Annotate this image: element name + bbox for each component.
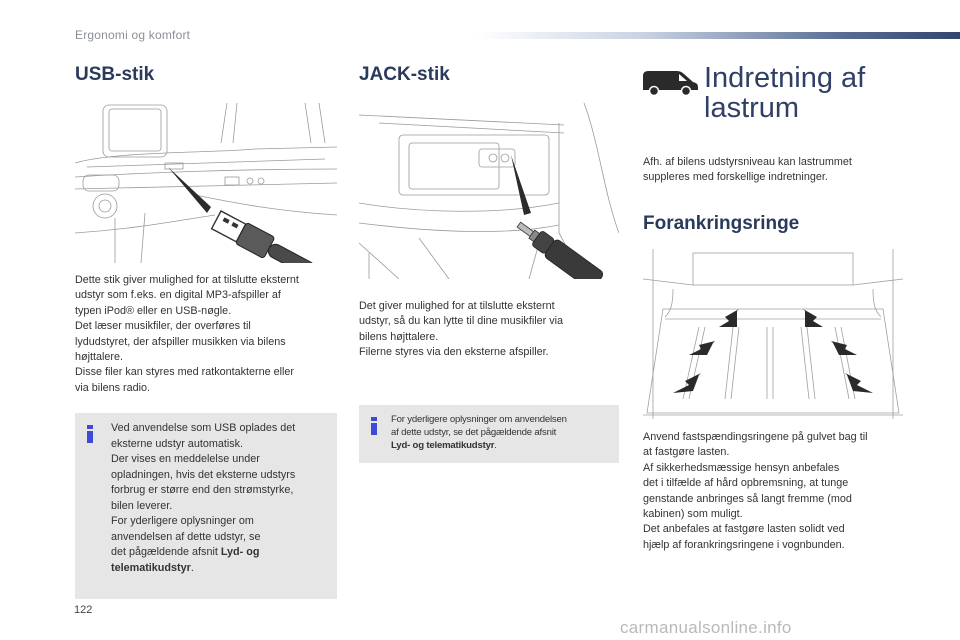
header-bar xyxy=(475,32,960,39)
usb-info-line: eksterne udstyr automatisk. xyxy=(111,437,244,450)
cargo-body-line: kabinen) som muligt. xyxy=(643,508,743,521)
header-section-title: Ergonomi og komfort xyxy=(75,28,191,42)
usb-body-line: via bilens radio. xyxy=(75,381,151,394)
usb-info-line: forbrug er større end den strømstyrke, xyxy=(111,484,294,496)
info-icon xyxy=(87,425,93,441)
cargo-title-line: lastrum xyxy=(704,92,800,124)
usb-body-line: typen iPod® eller en USB-nøgle. xyxy=(75,304,232,317)
usb-info-line xyxy=(111,561,333,577)
usb-body-line: højttalere. xyxy=(75,351,124,364)
jack-info-line xyxy=(391,439,617,452)
jack-body-line: Det giver mulighed for at tilslutte eksternt xyxy=(359,300,555,312)
usb-info-line: opladningen, hvis det eksterne udstyrs xyxy=(111,468,296,481)
anchoring-rings-title: Forankringsringe xyxy=(643,213,800,234)
jack-body-line: Filerne styres via den eksterne afspiller. xyxy=(359,346,549,359)
usb-info-box xyxy=(75,413,337,599)
van-icon xyxy=(641,68,701,98)
jack-info-reference: Lyd- og telematikudstyr xyxy=(391,440,495,451)
cargo-body-line: genstande anbringes så langt fremme (mod xyxy=(643,492,852,505)
usb-body-line: Disse filer kan styres med ratkontakterne eller xyxy=(75,366,295,379)
usb-info-line: Ved anvendelse som USB oplades det xyxy=(111,422,296,434)
cargo-intro-line: Afh. af bilens udstyrsniveau kan lastrummet xyxy=(643,156,852,168)
jack-info-box xyxy=(359,405,619,463)
cargo-title-line: Indretning af xyxy=(704,62,866,94)
cargo-intro-line: suppleres med forskellige indretninger. xyxy=(643,171,828,184)
cargo-intro-text xyxy=(643,155,908,186)
usb-body-line: lydudstyret, der afspiller musikken via bilens xyxy=(75,335,286,348)
usb-body-text xyxy=(75,273,340,396)
usb-port-illustration xyxy=(75,103,337,263)
usb-info-line: For yderligere oplysninger om xyxy=(111,515,254,527)
jack-body-line: udstyr, så du kan lytte til dine musikfiler via xyxy=(359,315,564,328)
cargo-main-title xyxy=(704,63,865,123)
jack-port-illustration xyxy=(359,103,619,279)
jack-title: JACK-stik xyxy=(359,64,450,85)
cargo-body-line: Af sikkerhedsmæssige hensyn anbefales xyxy=(643,461,840,474)
jack-info-text xyxy=(391,413,617,452)
cargo-body-line: Det anbefales at fastgøre lasten solidt ved xyxy=(643,523,845,536)
usb-body-line: Dette stik giver mulighed for at tilslutte eksternt xyxy=(75,274,299,286)
cargo-body-text xyxy=(643,430,908,553)
usb-body-line: udstyr som f.eks. en digital MP3-afspiller af xyxy=(75,289,281,302)
page-number: 122 xyxy=(74,604,93,616)
cargo-body-line: at fastgøre lasten. xyxy=(643,446,730,459)
usb-info-line: bilen leverer. xyxy=(111,499,173,512)
usb-title: USB-stik xyxy=(75,64,155,85)
usb-info-line: anvendelsen af dette udstyr, se xyxy=(111,530,261,543)
jack-info-line: For yderligere oplysninger om anvendelsen xyxy=(391,414,567,425)
jack-body-text xyxy=(359,299,621,361)
usb-info-line-text: det pågældende afsnit xyxy=(111,546,218,558)
jack-info-period: . xyxy=(494,440,497,451)
usb-info-period: . xyxy=(190,561,194,574)
cargo-body-line: hjælp af forankringsringene i vognbunden. xyxy=(643,538,845,551)
usb-info-reference: Lyd- og xyxy=(220,546,260,558)
usb-info-line: Der vises en meddelelse under xyxy=(111,453,260,465)
jack-body-line: bilens højttalere. xyxy=(359,330,439,343)
usb-info-reference: telematikudstyr xyxy=(111,561,191,574)
usb-body-line: Det læser musikfiler, der overføres til xyxy=(75,320,251,333)
usb-info-line xyxy=(111,545,333,561)
usb-info-text xyxy=(111,421,333,576)
cargo-floor-illustration xyxy=(643,249,903,419)
cargo-body-line: Anvend fastspændingsringene på gulvet bag til xyxy=(643,431,868,443)
jack-info-line: af dette udstyr, se det pågældende afsnit xyxy=(391,427,557,438)
watermark: carmanualsonline.info xyxy=(620,618,792,637)
info-icon xyxy=(371,417,377,433)
cargo-body-line: det i tilfælde af hård opbremsning, at tunge xyxy=(643,477,849,490)
